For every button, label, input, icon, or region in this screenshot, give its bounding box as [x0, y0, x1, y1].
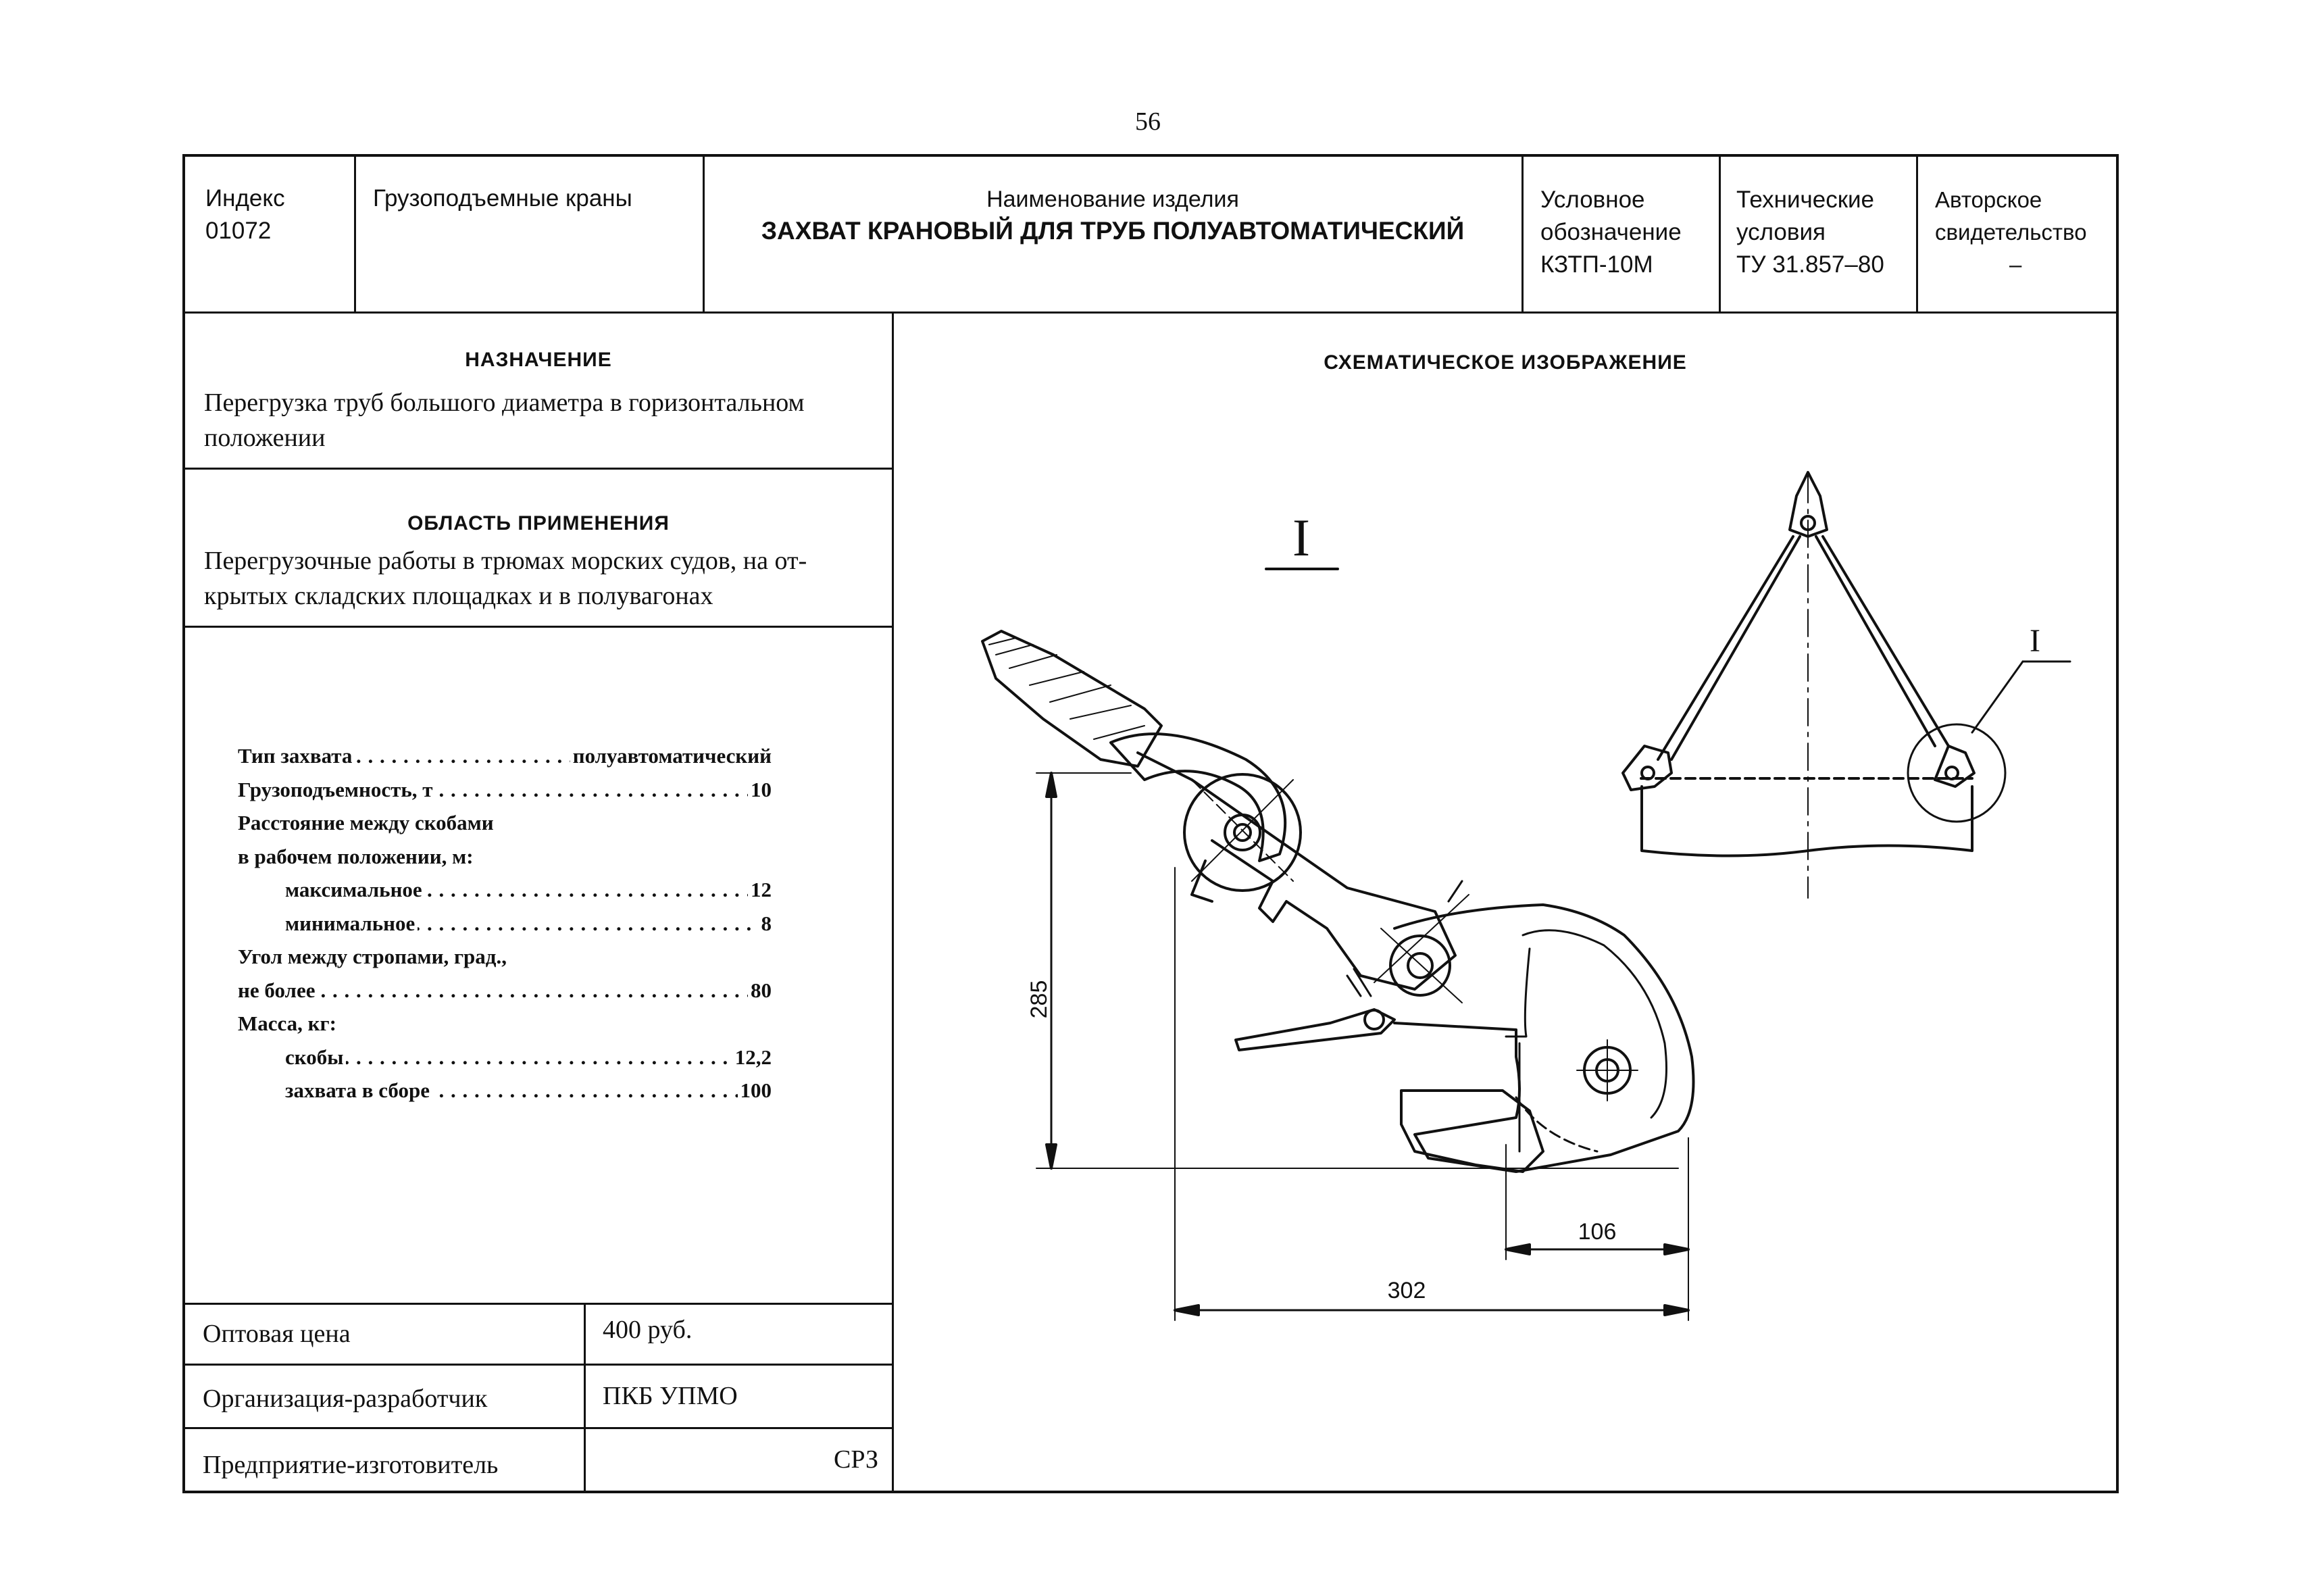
- name-label: Наименование изделия: [986, 186, 1239, 212]
- drawing-title: СХЕМАТИЧЕСКОЕ ИЗОБРАЖЕНИЕ: [1324, 351, 1687, 374]
- designation-value: КЗТП-10М: [1540, 251, 1653, 278]
- developer-label: Организация-разработчик: [203, 1385, 488, 1413]
- author-cert-cell: [1935, 184, 2116, 281]
- purpose-title: НАЗНАЧЕНИЕ: [465, 349, 612, 371]
- manufacturer-value: СРЗ: [834, 1445, 878, 1474]
- wholesale-price-value: 400 руб.: [603, 1316, 693, 1344]
- spec-row: [238, 907, 772, 941]
- dim-302-text: 302: [1387, 1278, 1426, 1303]
- wholesale-price-label: Оптовая цена: [203, 1320, 351, 1348]
- spec-row: [238, 840, 772, 874]
- manufacturer-label: Предприятие-изготовитель: [203, 1451, 499, 1479]
- spec-value: 12: [748, 873, 772, 907]
- spec-value: 100: [738, 1074, 772, 1107]
- purpose-line-2: положении: [204, 424, 326, 452]
- sling-overview: [1623, 472, 2070, 898]
- tech-value: ТУ 31.857–80: [1736, 251, 1884, 278]
- spec-row: [238, 806, 772, 840]
- application-text: [204, 543, 886, 614]
- category-value: Грузоподъемные краны: [373, 185, 632, 211]
- spec-label: в рабочем положении, м:: [238, 844, 474, 868]
- spec-row: [238, 974, 772, 1007]
- spec-value: 12,2: [732, 1041, 772, 1074]
- author-label-2: свидетельство: [1935, 220, 2087, 245]
- spec-row: [238, 1007, 772, 1041]
- author-label-1: Авторское: [1935, 187, 2042, 212]
- schematic-drawing: [895, 311, 2116, 1493]
- application-line-1: Перегрузочные работы в трюмах морских судов, на от-: [204, 547, 807, 575]
- application-line-2: крытых складских площадках и в полувагонах: [204, 582, 713, 610]
- tech-conditions-cell: [1736, 184, 1884, 281]
- spec-label: не более: [238, 978, 318, 1002]
- view-label-text: I: [1292, 508, 1310, 567]
- spec-list: [238, 739, 772, 1107]
- tech-label-1: Технические: [1736, 186, 1875, 213]
- spec-row: [238, 873, 772, 907]
- spec-row: [238, 1074, 772, 1107]
- spec-value: 8: [759, 907, 772, 941]
- spec-row: [238, 1041, 772, 1074]
- spec-row: [238, 739, 772, 773]
- spec-label: максимальное: [285, 878, 425, 901]
- product-name: ЗАХВАТ КРАНОВЫЙ ДЛЯ ТРУБ ПОЛУАВТОМАТИЧЕСКИЙ: [761, 217, 1465, 245]
- view-label-i: [1266, 508, 1338, 569]
- developer-value: ПКБ УПМО: [603, 1382, 738, 1410]
- author-value: –: [2009, 252, 2022, 277]
- product-card: [182, 154, 2119, 1493]
- index-cell: [205, 182, 285, 247]
- name-cell: [705, 184, 1520, 247]
- application-title: ОБЛАСТЬ ПРИМЕНЕНИЯ: [407, 512, 670, 534]
- spec-value: 10: [748, 773, 772, 807]
- designation-label-1: Условное: [1540, 186, 1645, 213]
- dim-height-text: 285: [1026, 980, 1052, 1019]
- callout-label-text: I: [2030, 623, 2040, 659]
- purpose-line-1: Перегрузка труб большого диаметра в горизонтальном: [204, 389, 805, 417]
- page-number: 56: [1135, 107, 1161, 136]
- index-value: 01072: [205, 218, 272, 244]
- spec-label: Расстояние между скобами: [238, 811, 494, 834]
- spec-label: минимальное: [285, 912, 418, 935]
- spec-label: Угол между стропами, град.,: [238, 945, 507, 968]
- spec-value: полуавтоматический: [570, 739, 772, 773]
- category-cell: [373, 182, 632, 215]
- spec-label: Грузоподъемность, т: [238, 778, 435, 801]
- spec-label: Масса, кг:: [238, 1012, 336, 1035]
- spec-label: захвата в сборе: [285, 1078, 432, 1102]
- spec-label: Тип захвата: [238, 744, 355, 768]
- spec-label: скобы: [285, 1045, 346, 1069]
- spec-row: [238, 773, 772, 807]
- designation-cell: [1540, 184, 1682, 281]
- dim-106-text: 106: [1578, 1219, 1617, 1245]
- index-label: Индекс: [205, 185, 285, 211]
- designation-label-2: обозначение: [1540, 219, 1682, 245]
- grip-detail: [982, 631, 1694, 1320]
- spec-value: 80: [748, 974, 772, 1007]
- purpose-text: [204, 385, 886, 455]
- spec-row: [238, 940, 772, 974]
- tech-label-2: условия: [1736, 219, 1826, 245]
